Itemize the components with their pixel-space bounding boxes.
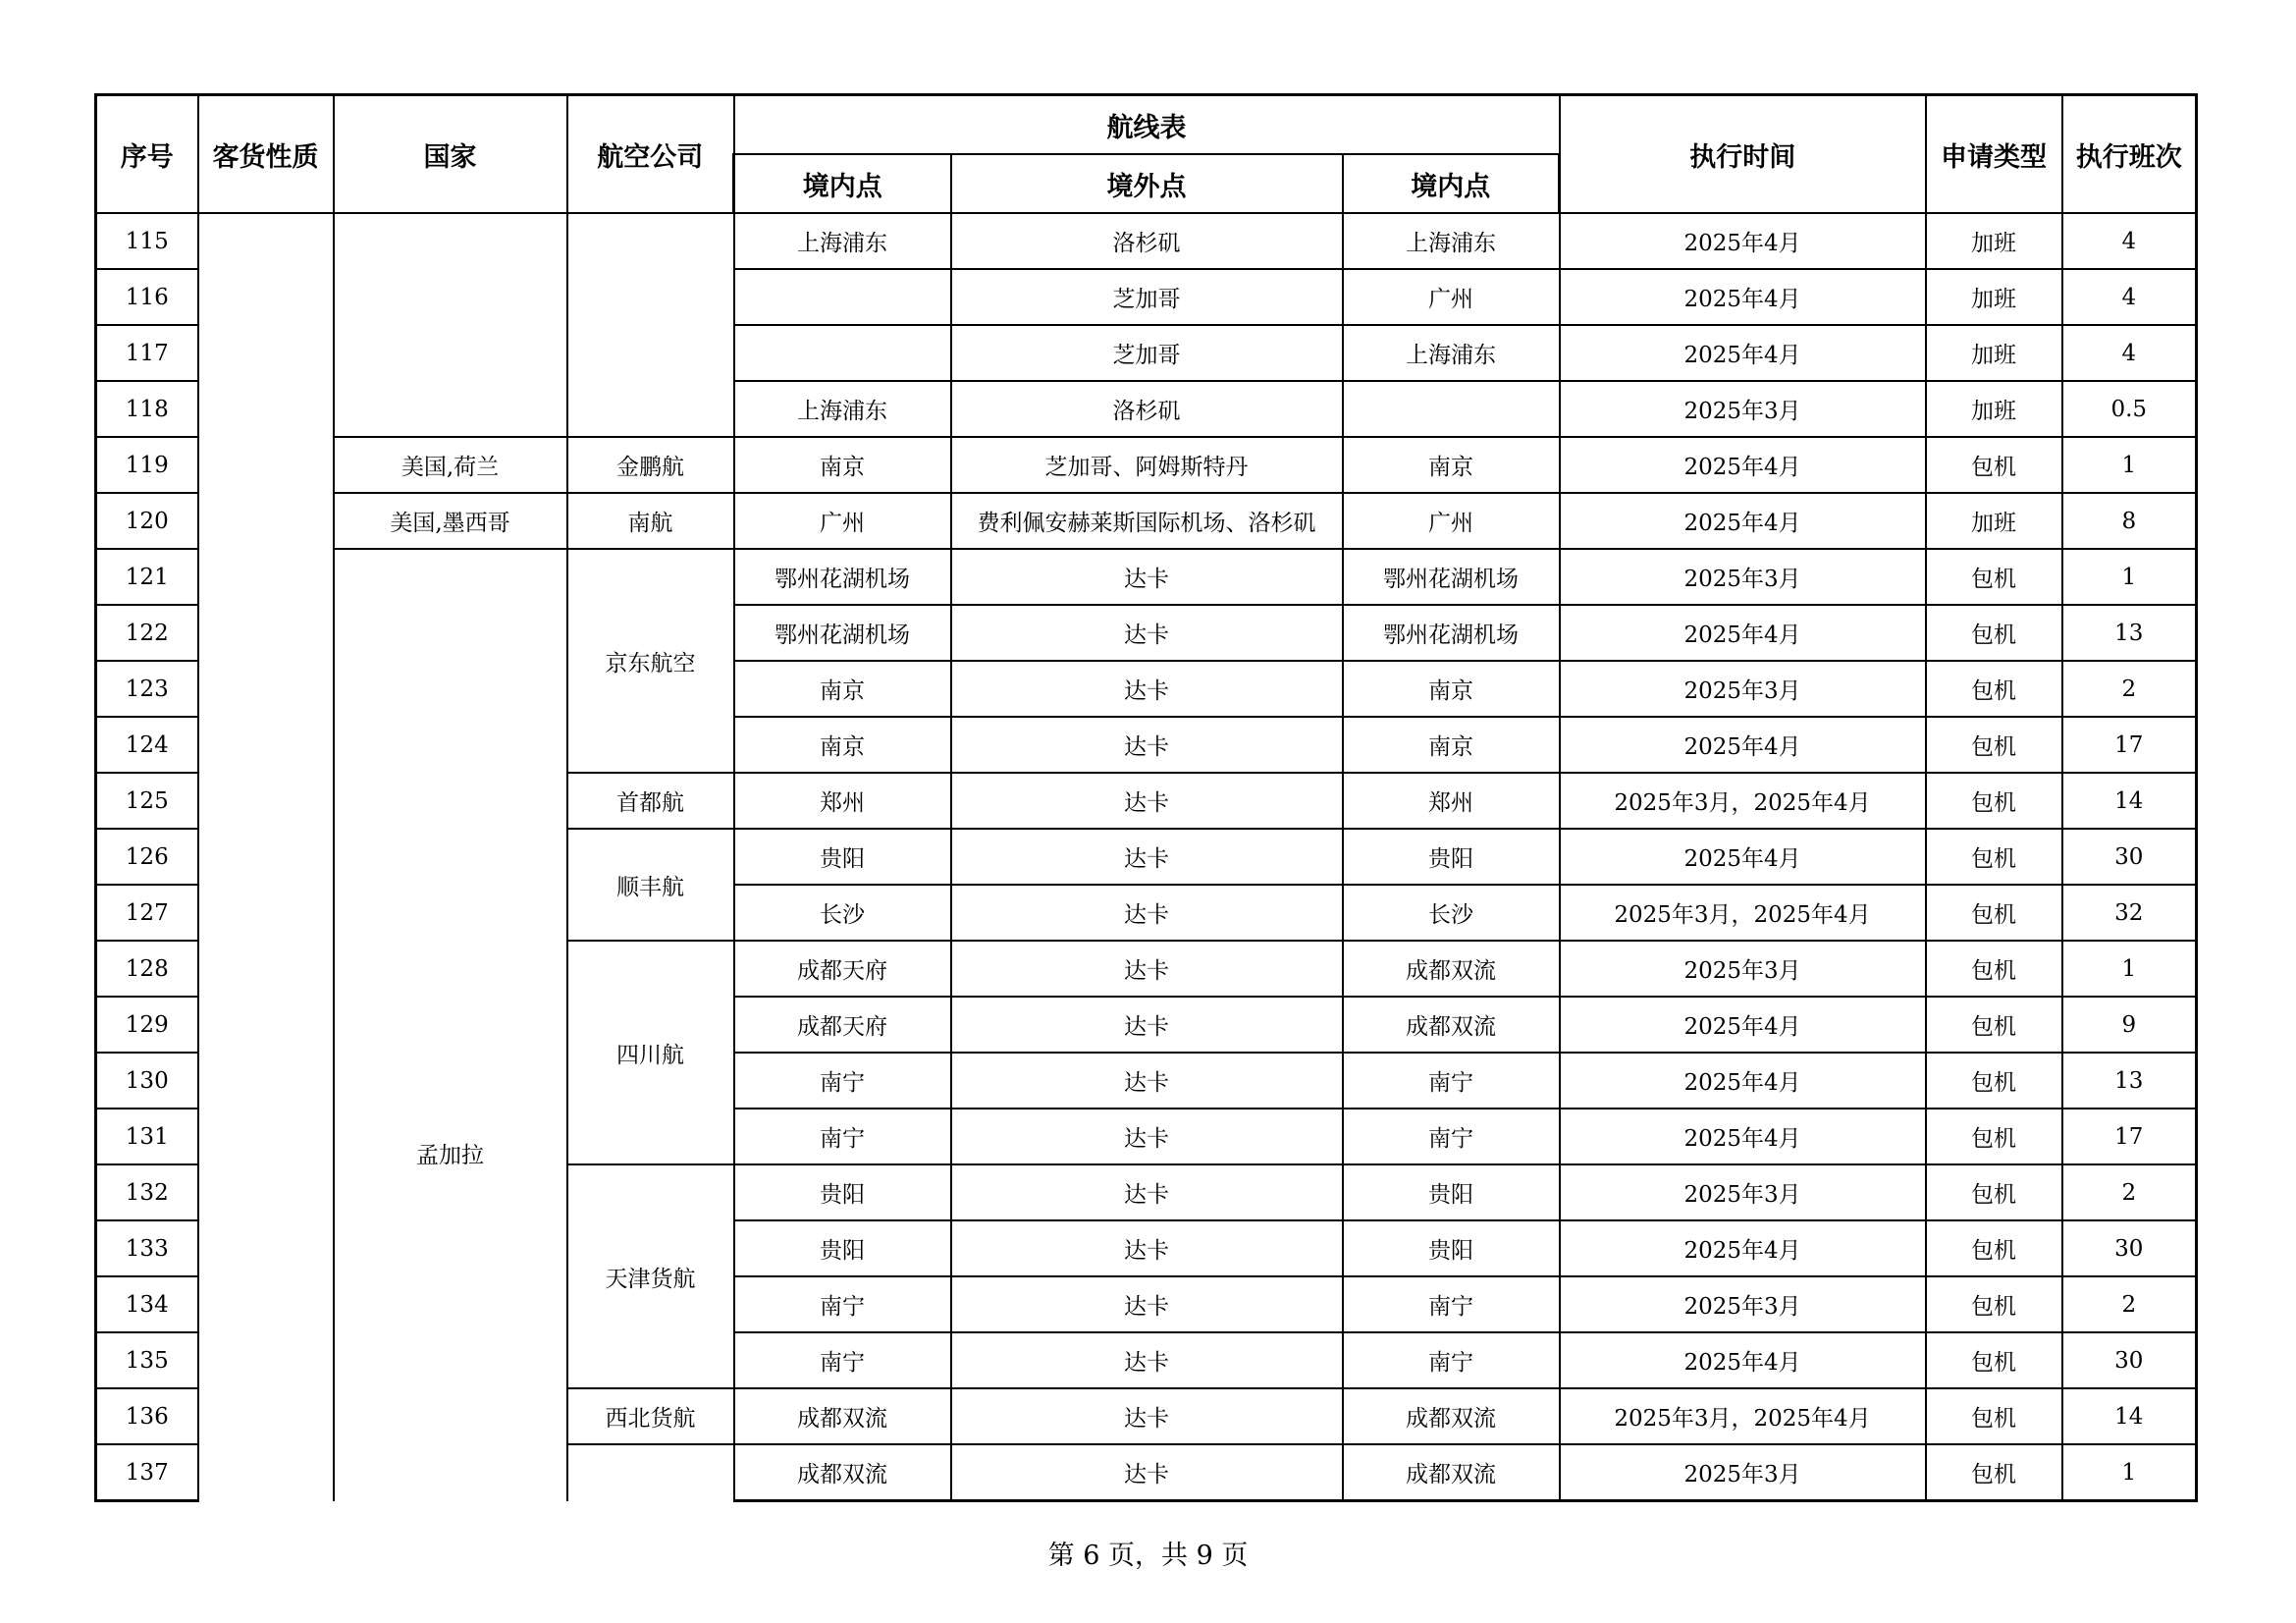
cell-flights: 2 xyxy=(2062,1164,2197,1220)
cell-seq: 123 xyxy=(96,661,198,717)
cell-flights: 1 xyxy=(2062,437,2197,493)
cell-domestic-from: 长沙 xyxy=(734,885,951,941)
cell-domestic-from: 成都天府 xyxy=(734,997,951,1053)
cell-seq: 130 xyxy=(96,1053,198,1109)
cell-domestic-to: 广州 xyxy=(1343,493,1560,549)
cell-flights: 4 xyxy=(2062,269,2197,325)
cell-exec-time: 2025年3月 xyxy=(1560,1444,1926,1501)
cell-airline xyxy=(567,1444,734,1501)
cell-domestic-to: 鄂州花湖机场 xyxy=(1343,549,1560,605)
cell-exec-time: 2025年4月 xyxy=(1560,213,1926,269)
cell-seq: 133 xyxy=(96,1220,198,1276)
header-nature: 客货性质 xyxy=(198,95,334,214)
cell-airline xyxy=(567,213,734,437)
cell-foreign: 芝加哥 xyxy=(951,325,1343,381)
cell-domestic-to: 上海浦东 xyxy=(1343,325,1560,381)
cell-apply-type: 包机 xyxy=(1926,549,2062,605)
cell-foreign: 洛杉矶 xyxy=(951,381,1343,437)
cell-apply-type: 加班 xyxy=(1926,381,2062,437)
cell-exec-time: 2025年3月 xyxy=(1560,381,1926,437)
header-apply-type: 申请类型 xyxy=(1926,95,2062,214)
cell-foreign: 达卡 xyxy=(951,1109,1343,1164)
cell-seq: 125 xyxy=(96,773,198,829)
cell-foreign: 达卡 xyxy=(951,997,1343,1053)
cell-airline: 南航 xyxy=(567,493,734,549)
cell-domestic-from: 广州 xyxy=(734,493,951,549)
cell-country: 孟加拉 xyxy=(334,549,567,1501)
cell-exec-time: 2025年4月 xyxy=(1560,1053,1926,1109)
cell-domestic-to: 郑州 xyxy=(1343,773,1560,829)
cell-domestic-from: 贵阳 xyxy=(734,1220,951,1276)
cell-foreign: 达卡 xyxy=(951,1053,1343,1109)
cell-apply-type: 包机 xyxy=(1926,885,2062,941)
cell-seq: 127 xyxy=(96,885,198,941)
cell-foreign: 达卡 xyxy=(951,1276,1343,1332)
cell-apply-type: 包机 xyxy=(1926,997,2062,1053)
header-airline: 航空公司 xyxy=(567,95,734,214)
cell-foreign: 达卡 xyxy=(951,1388,1343,1444)
cell-exec-time: 2025年4月 xyxy=(1560,1109,1926,1164)
cell-seq: 122 xyxy=(96,605,198,661)
cell-exec-time: 2025年3月 xyxy=(1560,941,1926,997)
cell-apply-type: 包机 xyxy=(1926,941,2062,997)
cell-domestic-to: 成都双流 xyxy=(1343,941,1560,997)
cell-domestic-to: 成都双流 xyxy=(1343,1388,1560,1444)
cell-domestic-from: 贵阳 xyxy=(734,1164,951,1220)
cell-flights: 17 xyxy=(2062,717,2197,773)
cell-exec-time: 2025年3月，2025年4月 xyxy=(1560,773,1926,829)
cell-seq: 128 xyxy=(96,941,198,997)
cell-apply-type: 包机 xyxy=(1926,717,2062,773)
cell-foreign: 芝加哥 xyxy=(951,269,1343,325)
cell-seq: 116 xyxy=(96,269,198,325)
cell-exec-time: 2025年4月 xyxy=(1560,325,1926,381)
cell-airline: 天津货航 xyxy=(567,1164,734,1388)
cell-nature xyxy=(198,213,334,1501)
cell-domestic-to: 贵阳 xyxy=(1343,1164,1560,1220)
table-row xyxy=(96,437,2197,493)
cell-flights: 30 xyxy=(2062,829,2197,885)
cell-foreign: 达卡 xyxy=(951,1444,1343,1501)
cell-exec-time: 2025年4月 xyxy=(1560,1220,1926,1276)
cell-domestic-from xyxy=(734,269,951,325)
cell-flights: 4 xyxy=(2062,325,2197,381)
cell-exec-time: 2025年3月 xyxy=(1560,1164,1926,1220)
header-exec-time: 执行时间 xyxy=(1560,95,1926,214)
cell-domestic-from: 成都双流 xyxy=(734,1388,951,1444)
cell-domestic-from: 南宁 xyxy=(734,1109,951,1164)
header-flights: 执行班次 xyxy=(2062,95,2197,214)
cell-domestic-to: 广州 xyxy=(1343,269,1560,325)
cell-domestic-to: 鄂州花湖机场 xyxy=(1343,605,1560,661)
cell-apply-type: 包机 xyxy=(1926,1388,2062,1444)
cell-flights: 30 xyxy=(2062,1220,2197,1276)
cell-foreign: 达卡 xyxy=(951,549,1343,605)
cell-seq: 118 xyxy=(96,381,198,437)
route-table xyxy=(94,93,2198,1502)
cell-airline: 西北货航 xyxy=(567,1388,734,1444)
cell-domestic-from: 贵阳 xyxy=(734,829,951,885)
cell-exec-time: 2025年3月 xyxy=(1560,1276,1926,1332)
cell-domestic-to: 南宁 xyxy=(1343,1109,1560,1164)
cell-exec-time: 2025年4月 xyxy=(1560,437,1926,493)
cell-seq: 137 xyxy=(96,1444,198,1501)
cell-apply-type: 包机 xyxy=(1926,773,2062,829)
cell-flights: 8 xyxy=(2062,493,2197,549)
cell-exec-time: 2025年3月 xyxy=(1560,661,1926,717)
cell-foreign: 达卡 xyxy=(951,941,1343,997)
cell-flights: 1 xyxy=(2062,1444,2197,1501)
cell-seq: 120 xyxy=(96,493,198,549)
cell-flights: 0.5 xyxy=(2062,381,2197,437)
cell-apply-type: 包机 xyxy=(1926,1220,2062,1276)
cell-apply-type: 加班 xyxy=(1926,269,2062,325)
cell-flights: 4 xyxy=(2062,213,2197,269)
cell-foreign: 费利佩安赫莱斯国际机场、洛杉矶 xyxy=(951,493,1343,549)
cell-foreign: 达卡 xyxy=(951,1220,1343,1276)
header-domestic-from: 境内点 xyxy=(734,154,951,213)
cell-domestic-to: 南京 xyxy=(1343,661,1560,717)
cell-airline: 金鹏航 xyxy=(567,437,734,493)
cell-domestic-from: 南宁 xyxy=(734,1053,951,1109)
header-route-table: 航线表 xyxy=(734,95,1560,155)
cell-domestic-to: 长沙 xyxy=(1343,885,1560,941)
cell-seq: 131 xyxy=(96,1109,198,1164)
cell-flights: 32 xyxy=(2062,885,2197,941)
cell-flights: 2 xyxy=(2062,1276,2197,1332)
cell-domestic-to xyxy=(1343,381,1560,437)
cell-exec-time: 2025年4月 xyxy=(1560,1332,1926,1388)
cell-seq: 126 xyxy=(96,829,198,885)
table-row xyxy=(96,493,2197,549)
cell-apply-type: 包机 xyxy=(1926,1164,2062,1220)
cell-domestic-from: 成都双流 xyxy=(734,1444,951,1501)
cell-domestic-from: 郑州 xyxy=(734,773,951,829)
cell-exec-time: 2025年4月 xyxy=(1560,829,1926,885)
cell-domestic-from: 南京 xyxy=(734,717,951,773)
cell-apply-type: 包机 xyxy=(1926,1276,2062,1332)
cell-exec-time: 2025年4月 xyxy=(1560,997,1926,1053)
cell-seq: 134 xyxy=(96,1276,198,1332)
cell-foreign: 达卡 xyxy=(951,605,1343,661)
cell-domestic-from: 上海浦东 xyxy=(734,213,951,269)
table-row xyxy=(96,549,2197,605)
cell-flights: 9 xyxy=(2062,997,2197,1053)
cell-seq: 129 xyxy=(96,997,198,1053)
cell-exec-time: 2025年3月，2025年4月 xyxy=(1560,885,1926,941)
cell-domestic-to: 贵阳 xyxy=(1343,1220,1560,1276)
cell-domestic-from: 鄂州花湖机场 xyxy=(734,549,951,605)
cell-flights: 2 xyxy=(2062,661,2197,717)
cell-seq: 135 xyxy=(96,1332,198,1388)
cell-exec-time: 2025年4月 xyxy=(1560,269,1926,325)
cell-airline: 四川航 xyxy=(567,941,734,1164)
cell-domestic-from: 上海浦东 xyxy=(734,381,951,437)
cell-foreign: 达卡 xyxy=(951,829,1343,885)
cell-domestic-from: 成都天府 xyxy=(734,941,951,997)
cell-domestic-to: 贵阳 xyxy=(1343,829,1560,885)
cell-foreign: 达卡 xyxy=(951,773,1343,829)
cell-domestic-from: 南京 xyxy=(734,437,951,493)
cell-foreign: 达卡 xyxy=(951,1164,1343,1220)
cell-domestic-to: 上海浦东 xyxy=(1343,213,1560,269)
cell-foreign: 达卡 xyxy=(951,885,1343,941)
cell-domestic-from: 南京 xyxy=(734,661,951,717)
cell-seq: 119 xyxy=(96,437,198,493)
cell-country: 美国,荷兰 xyxy=(334,437,567,493)
header-seq: 序号 xyxy=(96,95,198,214)
cell-apply-type: 包机 xyxy=(1926,437,2062,493)
cell-apply-type: 包机 xyxy=(1926,1332,2062,1388)
cell-flights: 14 xyxy=(2062,773,2197,829)
cell-apply-type: 包机 xyxy=(1926,605,2062,661)
cell-apply-type: 加班 xyxy=(1926,493,2062,549)
cell-domestic-to: 南宁 xyxy=(1343,1332,1560,1388)
cell-domestic-from: 南宁 xyxy=(734,1276,951,1332)
cell-exec-time: 2025年3月，2025年4月 xyxy=(1560,1388,1926,1444)
cell-foreign: 达卡 xyxy=(951,661,1343,717)
cell-foreign: 洛杉矶 xyxy=(951,213,1343,269)
cell-domestic-to: 南京 xyxy=(1343,437,1560,493)
cell-flights: 30 xyxy=(2062,1332,2197,1388)
page-number: 第 6 页，共 9 页 xyxy=(1047,1541,1249,1571)
cell-apply-type: 包机 xyxy=(1926,1444,2062,1501)
cell-domestic-to: 成都双流 xyxy=(1343,997,1560,1053)
cell-flights: 17 xyxy=(2062,1109,2197,1164)
cell-domestic-from: 鄂州花湖机场 xyxy=(734,605,951,661)
cell-apply-type: 加班 xyxy=(1926,325,2062,381)
table-row xyxy=(96,213,2197,269)
cell-domestic-to: 成都双流 xyxy=(1343,1444,1560,1501)
cell-flights: 13 xyxy=(2062,605,2197,661)
cell-apply-type: 包机 xyxy=(1926,829,2062,885)
cell-flights: 13 xyxy=(2062,1053,2197,1109)
cell-flights: 1 xyxy=(2062,549,2197,605)
cell-airline: 顺丰航 xyxy=(567,829,734,941)
cell-exec-time: 2025年3月 xyxy=(1560,549,1926,605)
cell-country: 美国,墨西哥 xyxy=(334,493,567,549)
cell-exec-time: 2025年4月 xyxy=(1560,717,1926,773)
cell-seq: 124 xyxy=(96,717,198,773)
header-country: 国家 xyxy=(334,95,567,214)
cell-seq: 115 xyxy=(96,213,198,269)
cell-foreign: 芝加哥、阿姆斯特丹 xyxy=(951,437,1343,493)
cell-domestic-from: 南宁 xyxy=(734,1332,951,1388)
cell-domestic-to: 南宁 xyxy=(1343,1053,1560,1109)
cell-flights: 14 xyxy=(2062,1388,2197,1444)
cell-apply-type: 包机 xyxy=(1926,1109,2062,1164)
cell-apply-type: 包机 xyxy=(1926,661,2062,717)
cell-domestic-from xyxy=(734,325,951,381)
cell-domestic-to: 南京 xyxy=(1343,717,1560,773)
cell-exec-time: 2025年4月 xyxy=(1560,493,1926,549)
cell-seq: 132 xyxy=(96,1164,198,1220)
cell-seq: 117 xyxy=(96,325,198,381)
cell-foreign: 达卡 xyxy=(951,717,1343,773)
cell-seq: 121 xyxy=(96,549,198,605)
cell-foreign: 达卡 xyxy=(951,1332,1343,1388)
header-domestic-to: 境内点 xyxy=(1343,154,1560,213)
cell-country xyxy=(334,213,567,437)
header-foreign: 境外点 xyxy=(951,154,1343,213)
cell-apply-type: 包机 xyxy=(1926,1053,2062,1109)
cell-airline: 京东航空 xyxy=(567,549,734,773)
cell-apply-type: 加班 xyxy=(1926,213,2062,269)
cell-exec-time: 2025年4月 xyxy=(1560,605,1926,661)
cell-domestic-to: 南宁 xyxy=(1343,1276,1560,1332)
cell-flights: 1 xyxy=(2062,941,2197,997)
cell-seq: 136 xyxy=(96,1388,198,1444)
cell-airline: 首都航 xyxy=(567,773,734,829)
